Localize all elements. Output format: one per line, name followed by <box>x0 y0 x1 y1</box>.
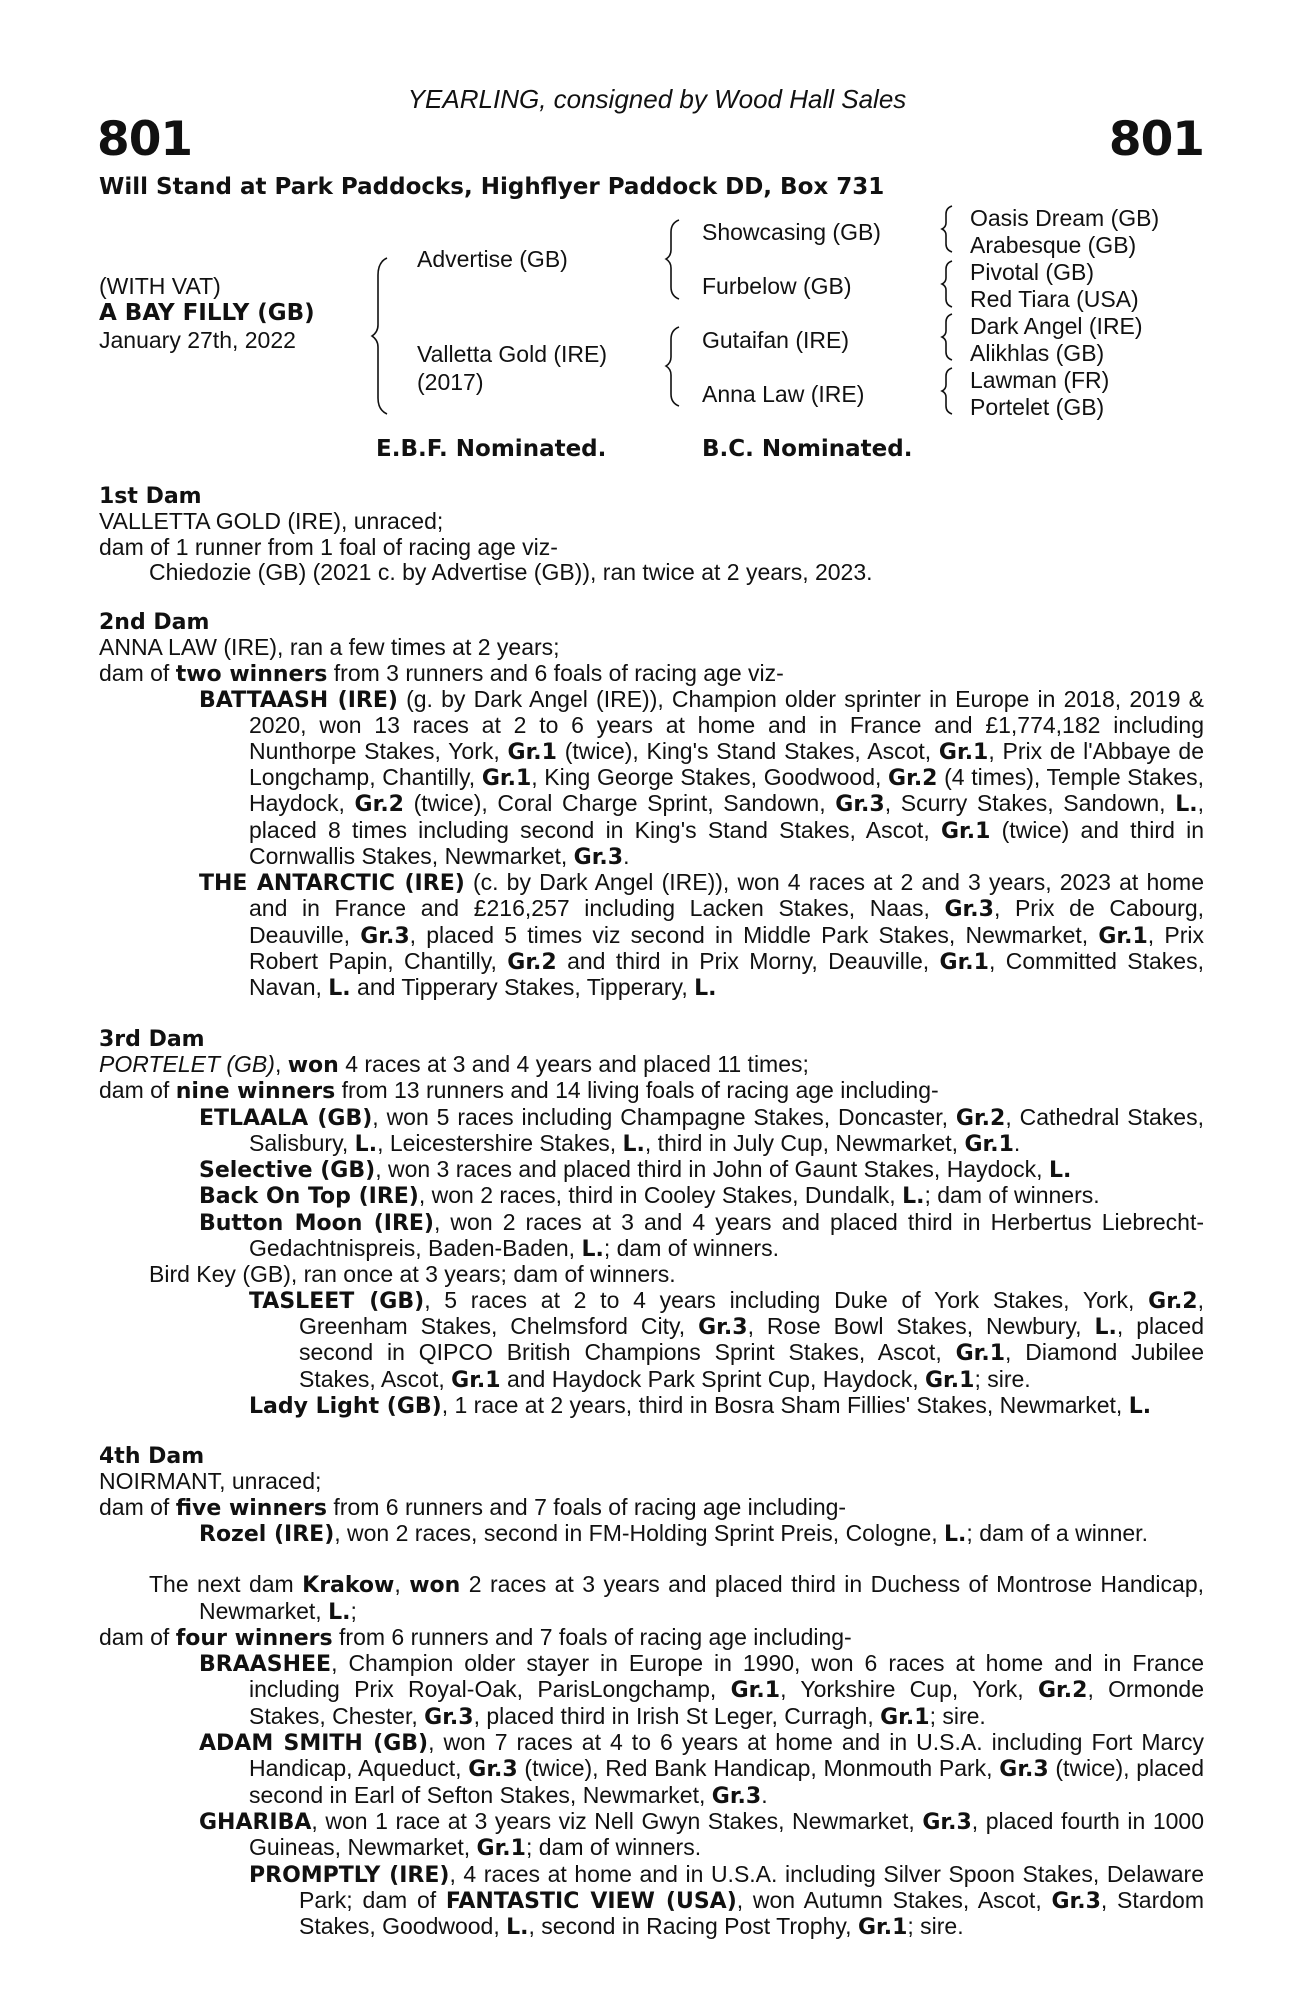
progeny-selective: Selective (GB), won 3 races and placed third in John of Gaunt Stakes, Haydock, L. <box>199 1156 1072 1184</box>
bc-nomination: B.C. Nominated. <box>702 436 913 462</box>
lot-number-left: 801 <box>97 112 193 167</box>
fourth-dam-line1: NOIRMANT, unraced; <box>99 1468 322 1495</box>
dam-dam: Anna Law (IRE) <box>702 381 865 407</box>
pedigree-notes <box>99 484 1204 1940</box>
bracket-g12 <box>942 206 952 252</box>
second-dam-dam-of: dam of two winners from 3 runners and 6 foals of racing age viz- <box>99 659 784 687</box>
bracket-dam <box>666 327 679 406</box>
sire-sire: Showcasing (GB) <box>702 219 881 245</box>
grandparent-2: Arabesque (GB) <box>970 232 1137 258</box>
progeny-braashee: BRAASHEE, Champion older stayer in Europe in 1990, won 6 races at home and in France including Prix Royal-Oak, ParisLongchamp, Gr.1, Yorkshire Cup, York, Gr.2, Ormonde Stakes, Chester, Gr.3, placed third in Irish St Leger, Curragh, Gr.1; sire. <box>199 1650 1205 1730</box>
first-dam-heading: 1st Dam <box>99 484 202 509</box>
grandparent-3: Pivotal (GB) <box>970 259 1094 285</box>
bracket-main <box>372 258 387 414</box>
first-dam-line3: Chiedozie (GB) (2021 c. by Advertise (GB)), ran twice at 2 years, 2023. <box>149 558 873 585</box>
progeny-promptly: PROMPTLY (IRE), 4 races at home and in U.S.A. including Silver Spoon Stakes, Delaware Park; dam of FANTASTIC VIEW (USA), won Autumn Stakes, Ascot, Gr.3, Stardom Stakes, Goodwood, L., second in Racing Post Trophy, Gr.1; sire. <box>249 1860 1204 1941</box>
vat-label: (WITH VAT) <box>99 273 221 299</box>
stand-location: Will Stand at Park Paddocks, Highflyer Paddock DD, Box 731 <box>99 174 885 200</box>
dam-year: (2017) <box>417 369 484 395</box>
second-dam-line1: ANNA LAW (IRE), ran a few times at 2 years; <box>99 634 560 661</box>
fourth-dam-heading: 4th Dam <box>99 1444 205 1470</box>
third-dam-line1: PORTELET (GB), won 4 races at 3 and 4 years and placed 11 times; <box>99 1050 809 1078</box>
second-dam-heading: 2nd Dam <box>99 610 210 636</box>
progeny-button-moon: Button Moon (IRE), won 2 races at 3 and 4 years and placed third in Herbertus Liebrecht-Gedachtnispreis, Baden-Baden, L.; dam of winners. <box>199 1208 1204 1263</box>
bracket-g78 <box>942 368 952 414</box>
dam-sire: Gutaifan (IRE) <box>702 327 849 353</box>
grandparent-7: Lawman (FR) <box>970 367 1110 393</box>
grandparent-5: Dark Angel (IRE) <box>970 313 1143 339</box>
ebf-nomination: E.B.F. Nominated. <box>376 436 607 462</box>
sire-dam: Furbelow (GB) <box>702 273 852 299</box>
progeny-battaash: BATTAASH (IRE) (g. by Dark Angel (IRE)), Champion older sprinter in Europe in 2018, 2019 & 2020, won 13 races at 2 to 6 years at home and in France and £1,774,182 including Nunthorpe Stakes, York, Gr.1 (twice), King's Stand Stakes, Ascot, Gr.1, Prix de l'Abbaye de Longchamp, Chantilly, Gr.1, King George Stakes, Goodwood, Gr.2 (4 times), Temple Stakes, Haydock, Gr.2 (twice), Coral Charge Sprint, Sandown, Gr.3, Scurry Stakes, Sandown, L., placed 8 times including second in King's Stand Stakes, Ascot, Gr.1 (twice) and third in Cornwallis Stakes, Newmarket, Gr.3. <box>199 686 1205 870</box>
progeny-rozel: Rozel (IRE), won 2 races, second in FM-Holding Sprint Preis, Cologne, L.; dam of a winner. <box>199 1519 1148 1547</box>
lot-number-right: 801 <box>1108 112 1204 167</box>
horse-dob: January 27th, 2022 <box>99 327 296 353</box>
horse-name: A BAY FILLY (GB) <box>99 300 315 326</box>
progeny-adam-smith: ADAM SMITH (GB), won 7 races at 4 to 6 years at home and in U.S.A. including Fort Marcy Handicap, Aqueduct, Gr.3 (twice), Red Bank Handicap, Monmouth Park, Gr.3 (twice), placed second in Earl of Sefton Stakes, Newmarket, Gr.3. <box>199 1729 1204 1809</box>
progeny-bird-key: Bird Key (GB), ran once at 3 years; dam of winners. <box>149 1261 676 1288</box>
sire-name: Advertise (GB) <box>417 246 568 272</box>
next-dam-dam-of: dam of four winners from 6 runners and 7 foals of racing age including- <box>99 1623 852 1651</box>
progeny-tasleet: TASLEET (GB), 5 races at 2 to 4 years including Duke of York Stakes, York, Gr.2, Greenham Stakes, Chelmsford City, Gr.3, Rose Bowl Stakes, Newbury, L., placed second in QIPCO British Champions Sprint Stakes, Ascot, Gr.1, Diamond Jubilee Stakes, Ascot, Gr.1 and Haydock Park Sprint Cup, Haydock, Gr.1; sire. <box>249 1286 1204 1393</box>
grandparent-1: Oasis Dream (GB) <box>970 205 1160 231</box>
third-dam-heading: 3rd Dam <box>99 1026 205 1052</box>
bracket-sire <box>666 220 679 299</box>
fourth-dam-dam-of: dam of five winners from 6 runners and 7 foals of racing age including- <box>99 1493 847 1521</box>
dam-name: Valletta Gold (IRE) <box>417 341 608 367</box>
progeny-back-on-top: Back On Top (IRE), won 2 races, third in Cooley Stakes, Dundalk, L.; dam of winners. <box>199 1182 1100 1210</box>
bracket-g56 <box>942 314 952 360</box>
third-dam-dam-of: dam of nine winners from 13 runners and 14 living foals of racing age including- <box>99 1077 939 1105</box>
progeny-the-antarctic: THE ANTARCTIC (IRE) (c. by Dark Angel (IRE)), won 4 races at 2 and 3 years, 2023 at home and in France and £216,257 including Lacken Stakes, Naas, Gr.3, Prix de Cabourg, Deauville, Gr.3, placed 5 times viz second in Middle Park Stakes, Newmarket, Gr.1, Prix Robert Papin, Chantilly, Gr.2 and third in Prix Morny, Deauville, Gr.1, Committed Stakes, Navan, L. and Tipperary Stakes, Tipperary, L. <box>199 869 1204 1002</box>
grandparent-6: Alikhlas (GB) <box>970 340 1105 366</box>
progeny-lady-light: Lady Light (GB), 1 race at 2 years, third in Bosra Sham Fillies' Stakes, Newmarket, L. <box>249 1391 1152 1419</box>
bracket-g34 <box>942 261 952 307</box>
grandparent-4: Red Tiara (USA) <box>970 286 1139 312</box>
consignor-line: YEARLING, consigned by Wood Hall Sales <box>407 84 907 114</box>
grandparent-8: Portelet (GB) <box>970 394 1105 420</box>
progeny-ghariba: GHARIBA, won 1 race at 3 years viz Nell Gwyn Stakes, Newmarket, Gr.3, placed fourth in 1000 Guineas, Newmarket, Gr.1; dam of winners. <box>199 1807 1205 1862</box>
first-dam-line1: VALLETTA GOLD (IRE), unraced; <box>99 508 444 535</box>
first-dam-line2: dam of 1 runner from 1 foal of racing age viz- <box>99 533 558 560</box>
next-dam-line: The next dam Krakow, won 2 races at 3 years and placed third in Duchess of Montrose Handicap, Newmarket, L.; <box>149 1571 1205 1625</box>
progeny-etlaala: ETLAALA (GB), won 5 races including Champagne Stakes, Doncaster, Gr.2, Cathedral Stakes, Salisbury, L., Leicestershire Stakes, L., third in July Cup, Newmarket, Gr.1. <box>199 1103 1204 1157</box>
